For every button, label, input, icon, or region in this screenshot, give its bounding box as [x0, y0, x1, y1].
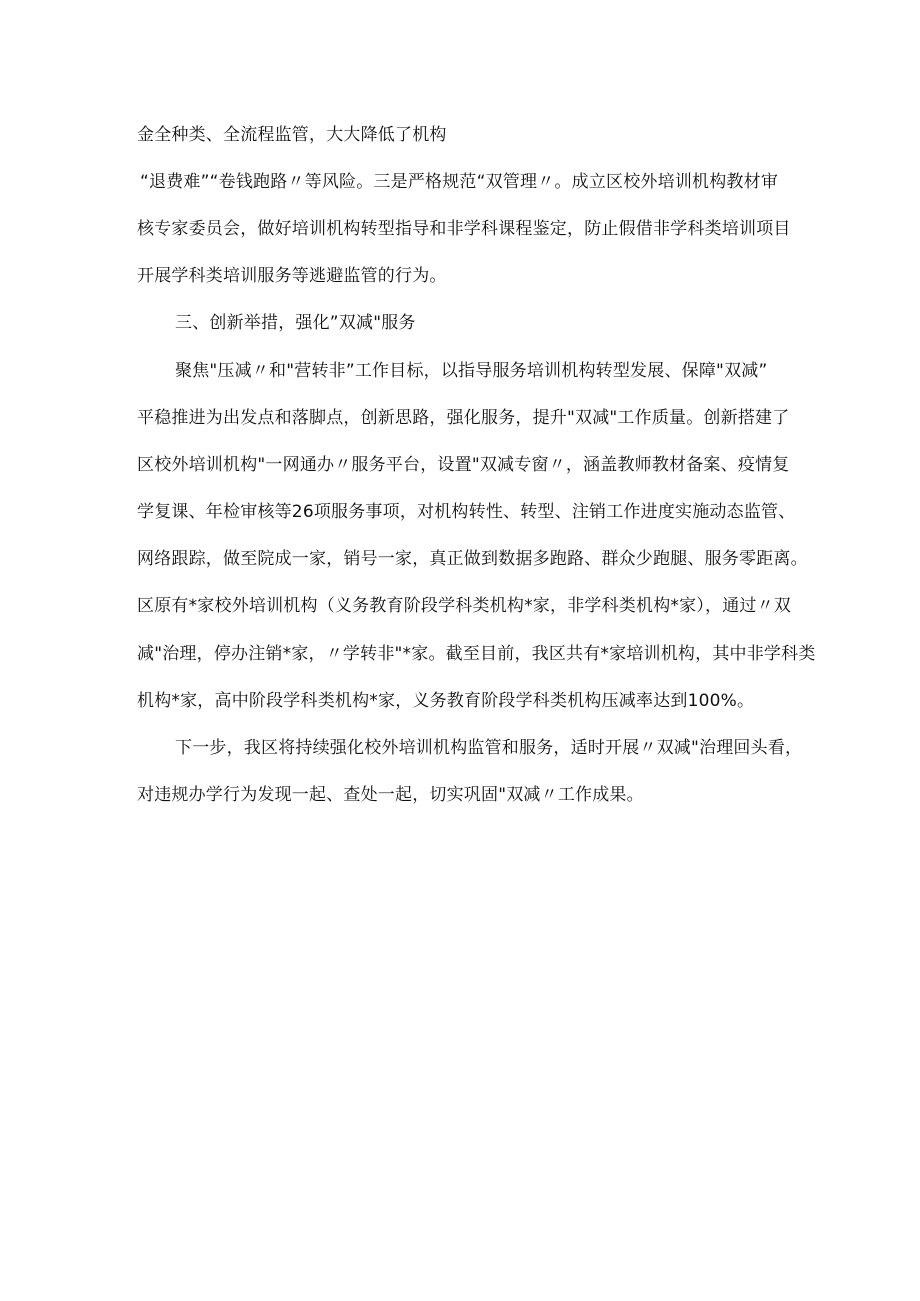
text-line: 平稳推进为出发点和落脚点，创新思路，强化服务，提升"双减"工作质量。创新搭建了 [137, 408, 790, 428]
text-line: 网络跟踪，做至院成一家，销号一家，真正做到数据多跑路、群众少跑腿、服务零距离。 [137, 549, 808, 569]
text-line: 聚焦"压减〃和"营转非”工作目标，以指导服务培训机构转型发展、保障"双减” [175, 361, 768, 381]
section-heading: 三、创新举措，强化”双减"服务 [175, 313, 416, 333]
text-line: 区原有*家校外培训机构（义务教育阶段学科类机构*家，非学科类机构*家），通过〃双 [137, 596, 791, 616]
text-line: 核专家委员会，做好培训机构转型指导和非学科课程鉴定，防止假借非学科类培训项目 [137, 219, 791, 239]
text-line: 金全种类、全流程监管，大大降低了机构 [137, 125, 447, 145]
text-line: “退费难”“卷钱跑路〃等风险。三是严格规范“双管理〃。成立区校外培训机构教材审 [140, 172, 779, 192]
text-line: 学复课、年检审核等26项服务事项，对机构转性、转型、注销工作进度实施动态监管、 [137, 502, 796, 522]
text-line: 对违规办学行为发现一起、查处一起，切实巩固"双减〃工作成果。 [137, 785, 644, 805]
text-line: 开展学科类培训服务等逃避监管的行为。 [137, 266, 447, 286]
text-line: 区校外培训机构"一网通办〃服务平台，设置"双减专窗〃，涵盖教师教材备案、疫情复 [137, 455, 790, 475]
text-line: 机构*家，高中阶段学科类机构*家，义务教育阶段学科类机构压减率达到100%。 [137, 691, 755, 711]
text-line: 下一步，我区将持续强化校外培训机构监管和服务，适时开展〃双减"治理回头看， [175, 738, 803, 758]
text-line: 减"治理，停办注销*家，〃学转非"*家。截至目前，我区共有*家培训机构，其中非学科类 [137, 644, 816, 664]
